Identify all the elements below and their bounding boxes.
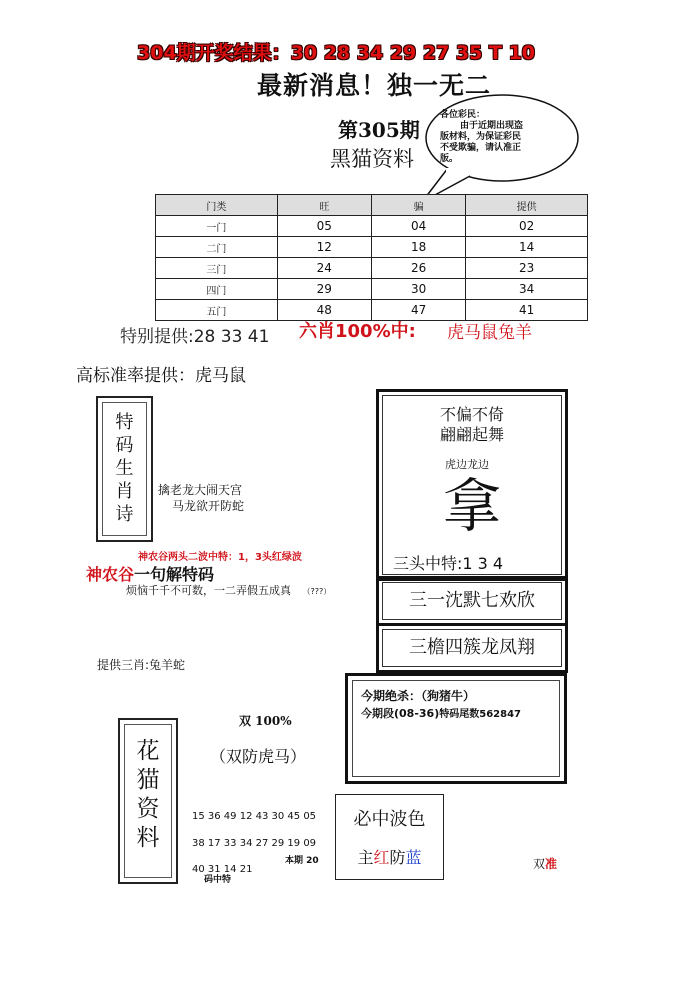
issue-number: 第305期 — [338, 118, 420, 142]
table-header-row — [156, 195, 588, 216]
double-guard: （双防虎马） — [210, 747, 307, 766]
poem-box-2-text: 三一沈默七欢欣 — [382, 582, 562, 620]
kill-line-1: 今期绝杀：（狗猪牛） — [361, 689, 476, 703]
poem-title-char: 码 — [115, 435, 134, 456]
table-cell: 一门 — [156, 216, 278, 237]
poem-line-2: 马龙欲开防蛇 — [172, 499, 245, 513]
door-table — [155, 194, 588, 321]
big-char: 拿 — [442, 472, 501, 540]
riddle-note: （???） — [302, 587, 332, 596]
table-cell: 二门 — [156, 237, 278, 258]
number-row-2: 38 17 33 34 27 29 19 09 — [192, 838, 317, 849]
code-zhongte: 码中特 — [204, 875, 232, 885]
kill-box — [345, 673, 567, 784]
flower-title-char: 资 — [136, 796, 160, 822]
table-cell: 47 — [371, 300, 465, 321]
wave-title: 必中波色 — [353, 809, 426, 830]
bubble-line3: 版材料，为保证彩民 — [440, 132, 522, 142]
this-issue: 本期 20 — [285, 856, 319, 866]
special-provide — [120, 322, 269, 347]
six-zodiac-value: 虎马鼠兔羊 — [447, 323, 532, 343]
table-header: 骗 — [371, 195, 465, 216]
kill-line-2-prefix: 今期段(08-36) — [361, 707, 440, 720]
poem-title-char: 肖 — [115, 481, 134, 502]
box-line-2: 翩翩起舞 — [439, 425, 504, 444]
poem-box-2 — [376, 576, 568, 626]
shennonggu-riddle — [126, 582, 331, 598]
special-label: 特别提供: — [120, 327, 194, 347]
poem-line-1: 擒老龙大闹天宫 — [158, 483, 243, 497]
number-row-3: 40 31 14 21 — [192, 864, 253, 875]
flower-title-box — [118, 718, 178, 884]
table-cell: 四门 — [156, 279, 278, 300]
table-cell: 41 — [466, 300, 588, 321]
shennonggu-title-red: 神农谷 — [86, 565, 135, 584]
bubble-line5: 版。 — [440, 154, 459, 164]
poem-title-box — [96, 396, 153, 542]
table-cell: 48 — [277, 300, 371, 321]
three-head: 三头中特:1 3 4 — [393, 554, 504, 573]
bubble-line2: 由于近期出现盗 — [460, 121, 524, 131]
table-row — [156, 258, 588, 279]
speech-bubble — [420, 90, 580, 205]
shennonggu-title-black: 一句解特码 — [134, 565, 215, 584]
flower-title-inner — [124, 724, 172, 878]
table-row — [156, 237, 588, 258]
flower-title-char: 料 — [136, 825, 160, 851]
table-row — [156, 279, 588, 300]
flower-title-char: 猫 — [136, 767, 160, 793]
three-zodiac: 提供三肖:兔羊蛇 — [97, 658, 186, 672]
table-cell: 04 — [371, 216, 465, 237]
poem-title-inner — [102, 402, 147, 536]
blackcat-title: 黑猫资料 — [330, 147, 414, 171]
table-cell: 30 — [371, 279, 465, 300]
table-row — [156, 216, 588, 237]
kill-box-inner — [352, 680, 560, 777]
wave-guard: 防 — [389, 848, 406, 867]
wave-main: 主 — [357, 848, 374, 867]
table-cell: 五门 — [156, 300, 278, 321]
table-cell: 05 — [277, 216, 371, 237]
table-cell: 三门 — [156, 258, 278, 279]
poem-box-3 — [376, 623, 568, 673]
wave-red: 红 — [373, 848, 390, 867]
table-cell: 12 — [277, 237, 371, 258]
poem-title-char: 特 — [115, 412, 134, 433]
table-cell: 23 — [466, 258, 588, 279]
six-zodiac-label: 六肖100%中: — [299, 321, 416, 342]
wave-color-box — [335, 794, 444, 880]
table-header: 旺 — [277, 195, 371, 216]
table-header: 提供 — [466, 195, 588, 216]
table-cell: 02 — [466, 216, 588, 237]
kill-line-2 — [361, 705, 521, 721]
table-cell: 24 — [277, 258, 371, 279]
kill-line-2-suffix: 特码尾数562847 — [439, 709, 521, 720]
box-line-1: 不偏不倚 — [439, 405, 504, 424]
result-line: 304期开奖结果：30 28 34 29 27 35 T 10 — [137, 42, 536, 64]
bubble-line1: 各位彩民： — [440, 110, 486, 120]
high-accuracy: 高标准率提供：虎马鼠 — [76, 366, 246, 386]
prediction-box-inner — [382, 395, 562, 575]
flower-title-char: 花 — [136, 738, 160, 764]
table-cell: 29 — [277, 279, 371, 300]
table-cell: 14 — [466, 237, 588, 258]
shennonggu-wave: 神农谷两头二波中特：1，3头红绿波 — [138, 552, 302, 563]
wave-blue: 蓝 — [405, 848, 422, 867]
double-100: 双 100% — [239, 714, 292, 728]
table-header: 门类 — [156, 195, 278, 216]
number-row-1: 15 36 49 12 43 30 45 05 — [192, 811, 317, 822]
bubble-line4: 不受欺骗，请认准正 — [440, 143, 522, 153]
prediction-box — [376, 389, 568, 581]
zhun: 准 — [545, 857, 558, 871]
shuang: 双 — [533, 857, 546, 871]
special-numbers: 28 33 41 — [193, 327, 270, 347]
wave-line — [336, 845, 443, 868]
table-cell: 34 — [466, 279, 588, 300]
riddle-text: 烦恼千千不可数，一二弄假五成真 — [126, 584, 291, 597]
table-cell: 26 — [371, 258, 465, 279]
poem-box-3-text: 三檐四簇龙凤翔 — [382, 629, 562, 667]
headline: 最新消息！独一无二 — [257, 71, 492, 100]
poem-title-char: 诗 — [115, 504, 134, 525]
box-small: 虎边龙边 — [445, 458, 489, 471]
poem-title-char: 生 — [115, 458, 134, 479]
shuang-zhun — [533, 855, 557, 872]
table-cell: 18 — [371, 237, 465, 258]
